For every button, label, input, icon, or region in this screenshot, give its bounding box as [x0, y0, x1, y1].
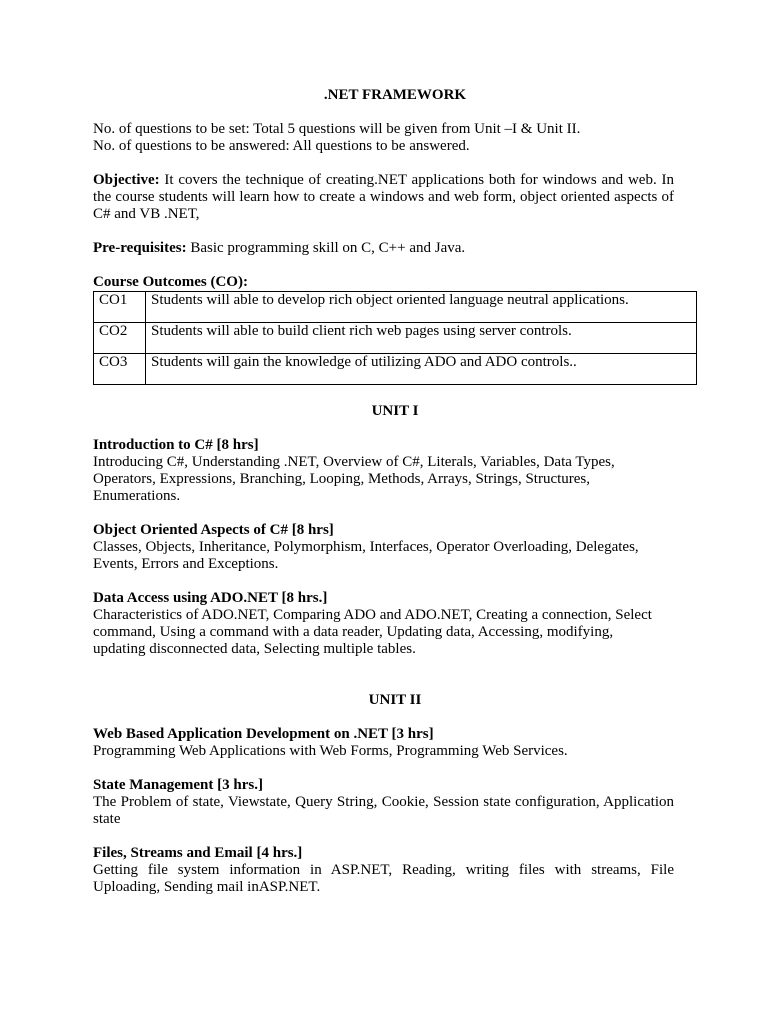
section-heading: State Management [3 hrs.] [93, 777, 263, 793]
section-line: Characteristics of ADO.NET, Comparing ADO and ADO.NET, Creating a connection, Select [93, 607, 652, 623]
page-title: .NET FRAMEWORK [323, 87, 467, 103]
objective-label: Objective: [93, 172, 160, 188]
section-line: Introducing C#, Understanding .NET, Overview of C#, Literals, Variables, Data Types, [93, 454, 615, 470]
section-heading: Files, Streams and Email [4 hrs.] [93, 845, 303, 861]
section-line: command, Using a command with a data reader, Updating data, Accessing, modifying, [93, 624, 614, 640]
table-row [94, 354, 697, 385]
co-text: Students will able to develop rich object oriented language neutral applications. [146, 292, 697, 323]
section-line: Events, Errors and Exceptions. [93, 556, 279, 572]
co-text: Students will able to build client rich web pages using server controls. [146, 323, 697, 354]
section-text: Getting file system information in ASP.NET, Reading, writing files with streams, File Uploading, Sending mail inASP.NET. [93, 862, 674, 895]
section-text: The Problem of state, Viewstate, Query String, Cookie, Session state configuration, Application state [93, 794, 674, 827]
section-heading: Introduction to C# [8 hrs] [93, 437, 259, 453]
unit-1-title: UNIT I [371, 403, 419, 419]
prerequisites-paragraph [93, 240, 697, 257]
unit-2-title: UNIT II [368, 692, 422, 708]
section-heading: Web Based Application Development on .NET [3 hrs] [93, 726, 434, 742]
co-code: CO3 [94, 354, 146, 385]
co-text: Students will gain the knowledge of utilizing ADO and ADO controls.. [146, 354, 697, 385]
section-line: Enumerations. [93, 488, 181, 504]
co-code: CO2 [94, 323, 146, 354]
prerequisites-label: Pre-requisites: [93, 240, 187, 256]
section-line: Operators, Expressions, Branching, Looping, Methods, Arrays, Strings, Structures, [93, 471, 591, 487]
intro-line-1: No. of questions to be set: Total 5 questions will be given from Unit –I & Unit II. [93, 121, 581, 137]
section-heading: Object Oriented Aspects of C# [8 hrs] [93, 522, 334, 538]
table-row [94, 323, 697, 354]
co-code: CO1 [94, 292, 146, 323]
section-line: Classes, Objects, Inheritance, Polymorphism, Interfaces, Operator Overloading, Delegates, [93, 539, 639, 555]
table-row [94, 292, 697, 323]
intro-line-2: No. of questions to be answered: All questions to be answered. [93, 138, 470, 154]
document-page [93, 86, 697, 896]
section-line: updating disconnected data, Selecting multiple tables. [93, 641, 416, 657]
objective-text: It covers the technique of creating.NET applications both for windows and web. In the course students will learn how to create a windows and web form, object oriented aspects of C# and VB .NET, [93, 172, 674, 222]
course-outcomes-heading: Course Outcomes (CO): [93, 274, 248, 290]
section-text: Programming Web Applications with Web Forms, Programming Web Services. [93, 743, 568, 759]
section-heading: Data Access using ADO.NET [8 hrs.] [93, 590, 328, 606]
course-outcomes-table [93, 291, 697, 385]
prerequisites-text: Basic programming skill on C, C++ and Java. [186, 240, 466, 256]
objective-paragraph [93, 172, 674, 223]
